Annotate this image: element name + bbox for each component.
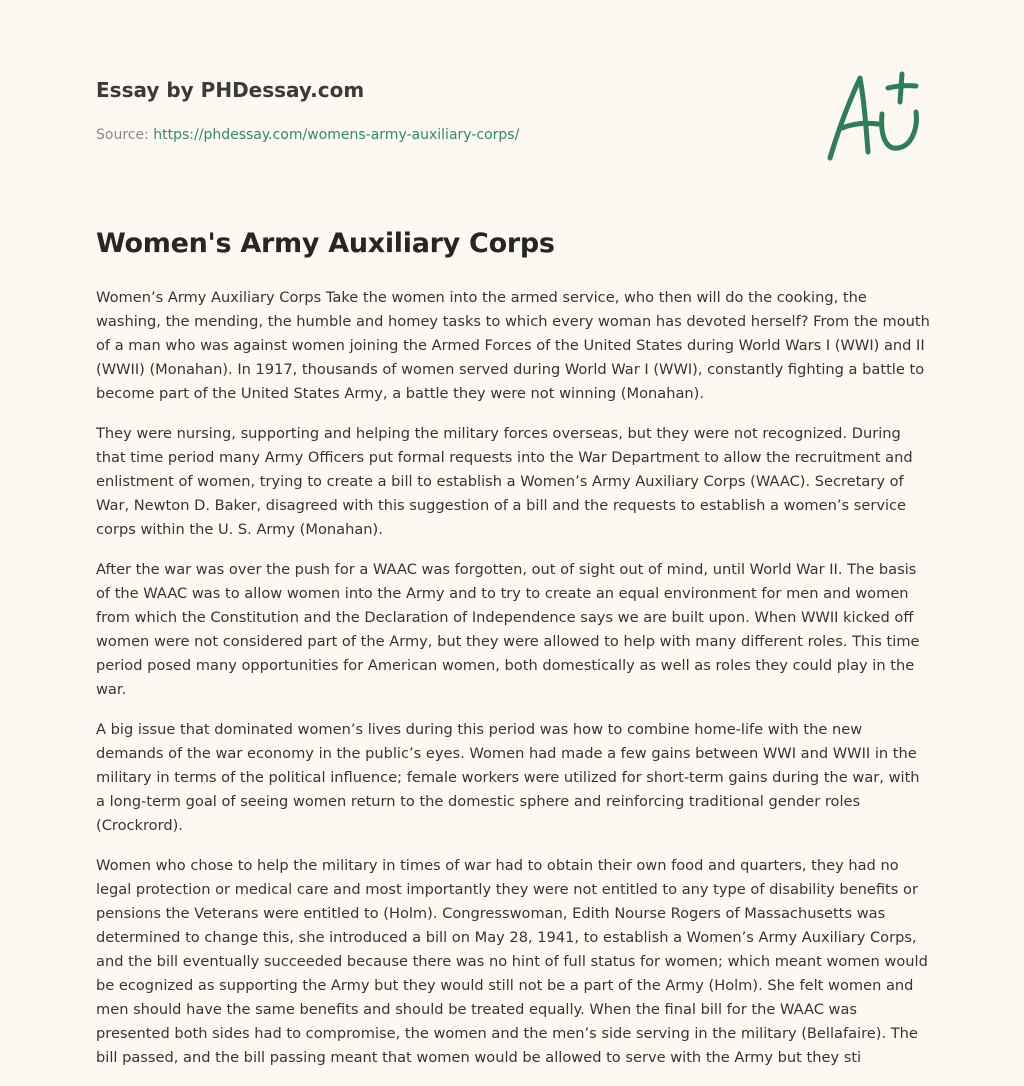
page-header	[96, 76, 796, 144]
essay-paragraph: After the war was over the push for a WAAC was forgotten, out of sight out of mind, until World War II. The basis of the WAAC was to allow women into the Army and to try to create an equal environment for men and women from which the Constitution and the Declaration of Independence says we are built upon. When WWII kicked off women were not considered part of the Army, but they were allowed to help with many different roles. This time period posed many opportunities for American women, both domestically as well as roles they could play in the war.	[96, 561, 920, 698]
essay-paragraph: A big issue that dominated women’s lives during this period was how to combine home-life with the new demands of the war economy in the public’s eyes. Women had made a few gains between WWI and WWII in the military in terms of the political influence; female workers were utilized for short-term gains during the war, with a long-term goal of seeing women return to the domestic sphere and reinforcing traditional gender roles (Crockrord).	[96, 721, 920, 834]
source-label: Source:	[96, 127, 149, 143]
a-plus-logo-icon	[820, 66, 930, 166]
essay-title: Women's Army Auxiliary Corps	[96, 228, 555, 259]
essay-body	[96, 286, 930, 1086]
site-brand: Essay by PHDessay.com	[96, 78, 365, 102]
essay-paragraph: Women’s Army Auxiliary Corps Take the women into the armed service, who then will do the cooking, the washing, the mending, the humble and homey tasks to which every woman has devoted herself? From the mouth of a man who was against women joining the Armed Forces of the United States during World Wars I (WWI) and II (WWII) (Monahan). In 1917, thousands of women served during World War I (WWI), constantly fighting a battle to become part of the United States Army, a battle they were not winning (Monahan).	[96, 289, 930, 402]
essay-paragraph: They were nursing, supporting and helping the military forces overseas, but they were not recognized. During that time period many Army Officers put formal requests into the War Department to allow the recruitment and enlistment of women, trying to create a bill to establish a Women’s Army Auxiliary Corps (WAAC). Secretary of War, Newton D. Baker, disagreed with this suggestion of a bill and the requests to establish a women’s service corps within the U. S. Army (Monahan).	[96, 425, 913, 538]
essay-paragraph: Women who chose to help the military in times of war had to obtain their own food and quarters, they had no legal protection or medical care and most importantly they were not entitled to any type of disability benefits or pensions the Veterans were entitled to (Holm). Congresswoman, Edith Nourse Rogers of Massachusetts was determined to change this, she introduced a bill on May 28, 1941, to establish a Women’s Army Auxiliary Corps, and the bill eventually succeeded because there was no hint of full status for women; which meant women would be ecognized as supporting the Army but they would still not be a part of the Army (Holm). She felt women and men should have the same benefits and should be treated equally. When the final bill for the WAAC was presented both sides had to compromise, the women and the men’s side serving in the military (Bellafaire). The bill passed, and the bill passing meant that women would be allowed to serve with the Army but they sti	[96, 857, 928, 1066]
source-link[interactable]: https://phdessay.com/womens-army-auxiliary-corps/	[153, 127, 520, 143]
source-line	[96, 126, 796, 144]
